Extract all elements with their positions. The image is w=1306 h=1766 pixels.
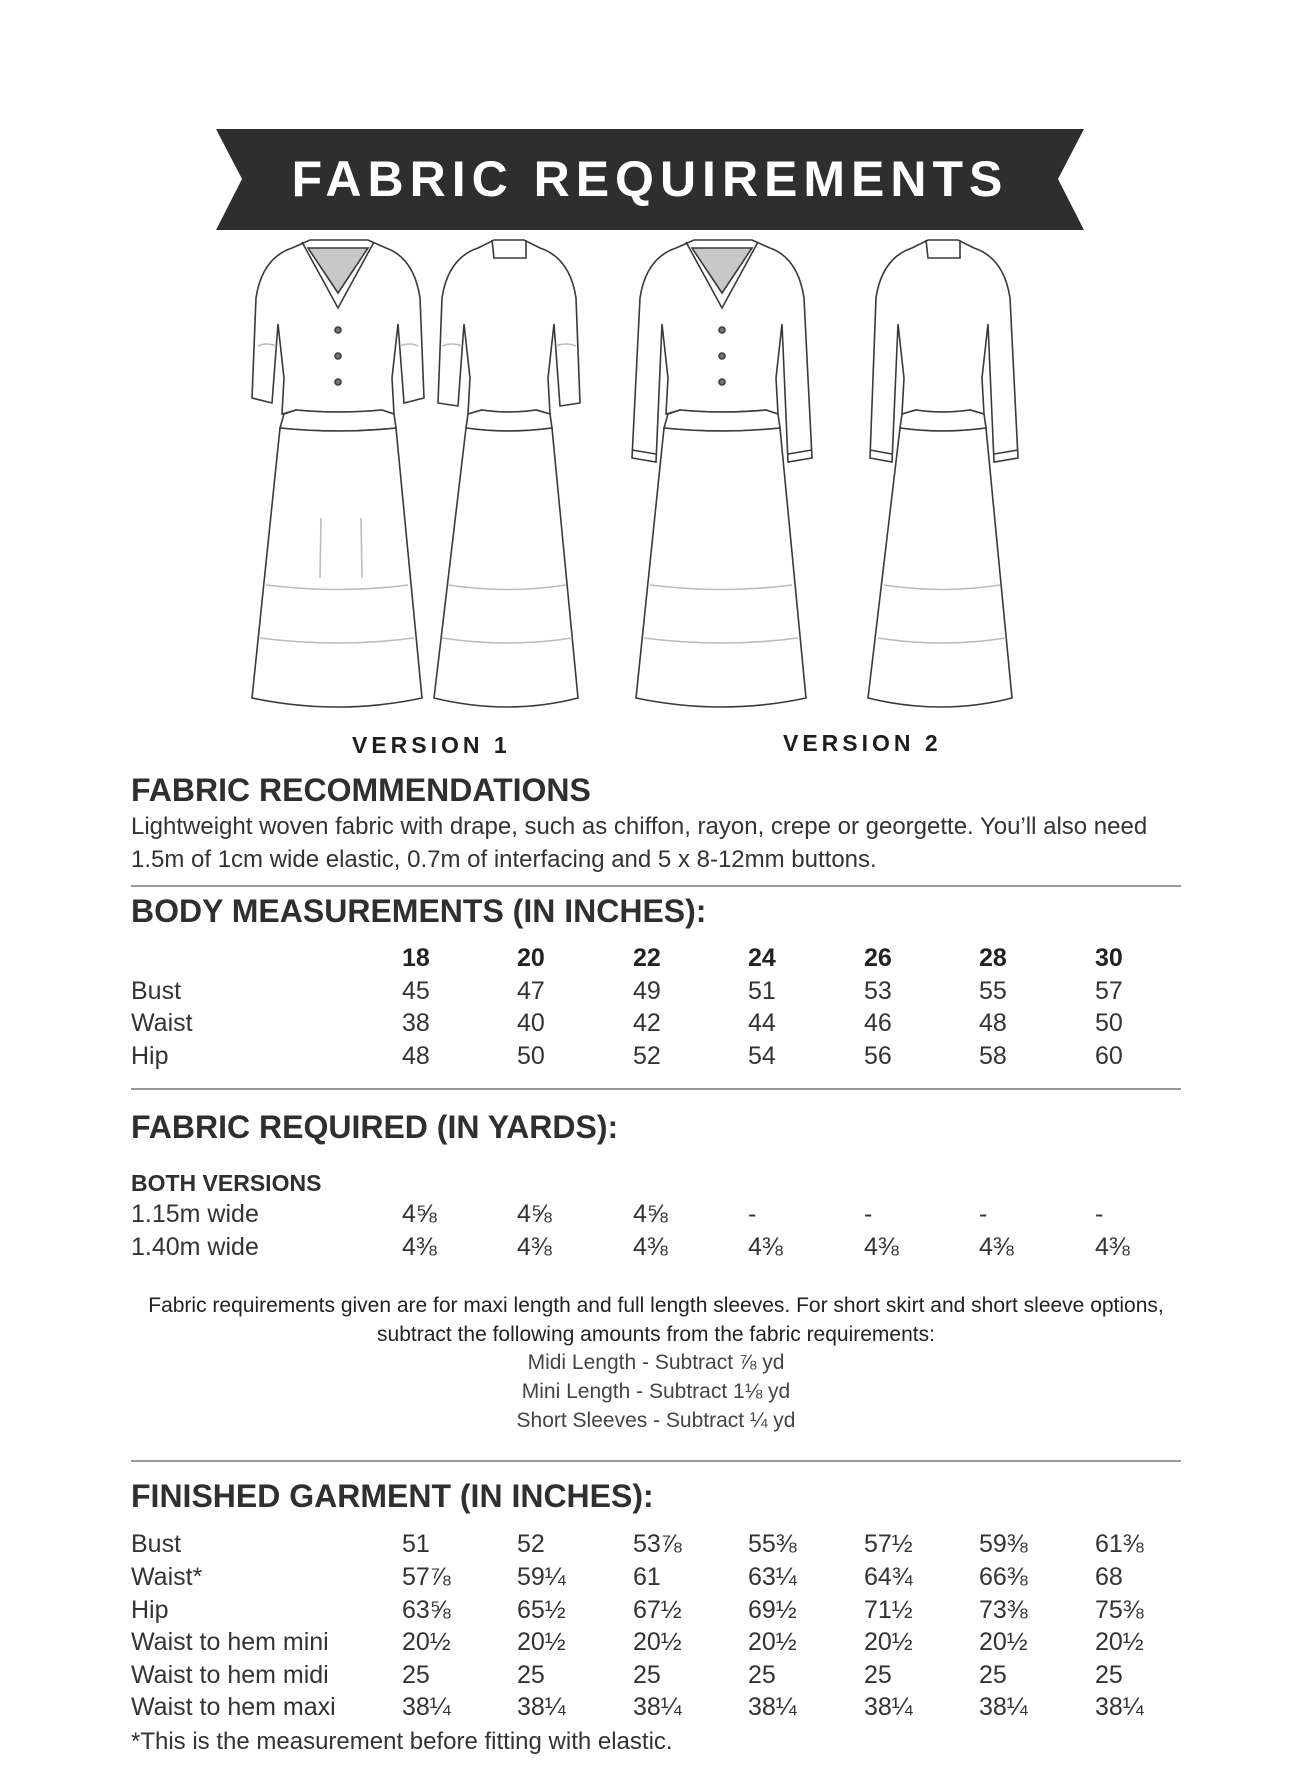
row-label: Waist to hem maxi [131, 1693, 336, 1721]
cell: 60 [1095, 1042, 1123, 1070]
row-label: Waist* [131, 1563, 203, 1591]
cell: 48 [402, 1042, 430, 1070]
cell: 38¼ [633, 1693, 682, 1721]
cell: 48 [979, 1009, 1007, 1037]
cell: 56 [864, 1042, 892, 1070]
cell: 38¼ [748, 1693, 797, 1721]
cell: 4⅝ [402, 1200, 437, 1228]
size-header: 30 [1095, 944, 1123, 972]
cell: 45 [402, 977, 430, 1005]
cell: 57½ [864, 1530, 913, 1558]
cell: 20½ [517, 1628, 566, 1656]
cell: 61 [633, 1563, 661, 1591]
cell: 20½ [979, 1628, 1028, 1656]
cell: 38¼ [979, 1693, 1028, 1721]
subtract-mini: Mini Length - Subtract 1⅛ yd [521, 1380, 791, 1403]
body-measurements-heading: BODY MEASUREMENTS (IN INCHES): [131, 893, 707, 929]
cell: 57⅞ [402, 1563, 451, 1591]
row-label: Bust [131, 977, 182, 1005]
dress-v1-front [252, 240, 424, 707]
page-title: FABRIC REQUIREMENTS [291, 151, 1009, 207]
cell: 68 [1095, 1563, 1123, 1591]
cell: 67½ [633, 1596, 682, 1624]
dress-v2-back [868, 240, 1018, 707]
cell: 51 [748, 977, 776, 1005]
dress-illustrations [216, 238, 1084, 728]
cell: 57 [1095, 977, 1123, 1005]
cell: 58 [979, 1042, 1007, 1070]
cell: 64¾ [864, 1563, 913, 1591]
cell: 20½ [633, 1628, 682, 1656]
cell: 38¼ [1095, 1693, 1144, 1721]
cell: 50 [1095, 1009, 1123, 1037]
cell: - [864, 1200, 873, 1228]
cell: 53⅞ [633, 1530, 682, 1558]
cell: 73⅜ [979, 1596, 1028, 1624]
cell: 38 [402, 1009, 430, 1037]
version-2-label: VERSION 2 [783, 730, 942, 756]
fabric-note-line-2: subtract the following amounts from the fabric requirements: [377, 1323, 935, 1346]
cell: 71½ [864, 1596, 913, 1624]
finished-garment-heading: FINISHED GARMENT (IN INCHES): [131, 1478, 654, 1514]
cell: 25 [864, 1661, 892, 1689]
cell: 59¼ [517, 1563, 566, 1591]
cell: 20½ [748, 1628, 797, 1656]
size-header: 26 [864, 944, 892, 972]
cell: 50 [517, 1042, 545, 1070]
dress-v2-front [632, 240, 812, 707]
cell: 69½ [748, 1596, 797, 1624]
cell: 66⅜ [979, 1563, 1028, 1591]
cell: 65½ [517, 1596, 566, 1624]
recommendations-line-1: Lightweight woven fabric with drape, such as chiffon, rayon, crepe or georgette. You’ll also need [131, 813, 1148, 840]
row-label: Bust [131, 1530, 182, 1558]
cell: 25 [633, 1661, 661, 1689]
cell: - [748, 1200, 757, 1228]
fabric-note-line-1: Fabric requirements given are for maxi length and full length sleeves. For short skirt and short sleeve options, [148, 1294, 1164, 1317]
cell: 44 [748, 1009, 776, 1037]
cell: - [979, 1200, 988, 1228]
size-header: 22 [633, 944, 661, 972]
cell: 25 [748, 1661, 776, 1689]
row-label: Hip [131, 1042, 169, 1070]
cell: 53 [864, 977, 892, 1005]
cell: 4⅝ [633, 1200, 668, 1228]
row-label: Waist to hem midi [131, 1661, 329, 1689]
row-label: Waist [131, 1009, 193, 1037]
size-header: 20 [517, 944, 545, 972]
divider [131, 1460, 1181, 1462]
cell: 63¼ [748, 1563, 797, 1591]
fabric-required-heading: FABRIC REQUIRED (IN YARDS): [131, 1109, 619, 1145]
size-header: 24 [748, 944, 776, 972]
cell: 20½ [1095, 1628, 1144, 1656]
cell: 4⅜ [979, 1233, 1014, 1261]
divider [131, 885, 1181, 887]
cell: 54 [748, 1042, 776, 1070]
cell: 55 [979, 977, 1007, 1005]
cell: 75⅜ [1095, 1596, 1144, 1624]
cell: 4⅜ [864, 1233, 899, 1261]
cell: 4⅜ [748, 1233, 783, 1261]
cell: 38¼ [517, 1693, 566, 1721]
cell: 25 [979, 1661, 1007, 1689]
row-label: 1.40m wide [131, 1233, 259, 1261]
cell: 55⅜ [748, 1530, 797, 1558]
row-label: Waist to hem mini [131, 1628, 329, 1656]
row-label: 1.15m wide [131, 1200, 259, 1228]
cell: 25 [402, 1661, 430, 1689]
cell: 25 [517, 1661, 545, 1689]
cell: 63⅝ [402, 1596, 451, 1624]
recommendations-line-2: 1.5m of 1cm wide elastic, 0.7m of interfacing and 5 x 8-12mm buttons. [131, 846, 877, 873]
divider [131, 1088, 1181, 1090]
cell: 47 [517, 977, 545, 1005]
size-header: 28 [979, 944, 1007, 972]
cell: 20½ [402, 1628, 451, 1656]
title-banner [216, 129, 1084, 230]
cell: 59⅜ [979, 1530, 1028, 1558]
cell: 25 [1095, 1661, 1123, 1689]
cell: 52 [517, 1530, 545, 1558]
footnote: *This is the measurement before fitting with elastic. [131, 1728, 673, 1755]
size-header: 18 [402, 944, 430, 972]
cell: 4⅝ [517, 1200, 552, 1228]
cell: - [1095, 1200, 1104, 1228]
cell: 49 [633, 977, 661, 1005]
row-label: Hip [131, 1596, 169, 1624]
cell: 38¼ [864, 1693, 913, 1721]
subtract-midi: Midi Length - Subtract ⅞ yd [527, 1351, 785, 1374]
cell: 4⅜ [517, 1233, 552, 1261]
cell: 51 [402, 1530, 430, 1558]
cell: 40 [517, 1009, 545, 1037]
cell: 52 [633, 1042, 661, 1070]
cell: 4⅜ [1095, 1233, 1130, 1261]
dress-v1-back [434, 240, 580, 707]
cell: 61⅜ [1095, 1530, 1144, 1558]
cell: 38¼ [402, 1693, 451, 1721]
cell: 20½ [864, 1628, 913, 1656]
subtract-sleeves: Short Sleeves - Subtract ¼ yd [516, 1409, 796, 1432]
cell: 4⅜ [633, 1233, 668, 1261]
cell: 42 [633, 1009, 661, 1037]
cell: 46 [864, 1009, 892, 1037]
version-1-label: VERSION 1 [352, 732, 511, 758]
recommendations-heading: FABRIC RECOMMENDATIONS [131, 772, 591, 808]
cell: 4⅜ [402, 1233, 437, 1261]
both-versions-subheading: BOTH VERSIONS [131, 1170, 322, 1196]
